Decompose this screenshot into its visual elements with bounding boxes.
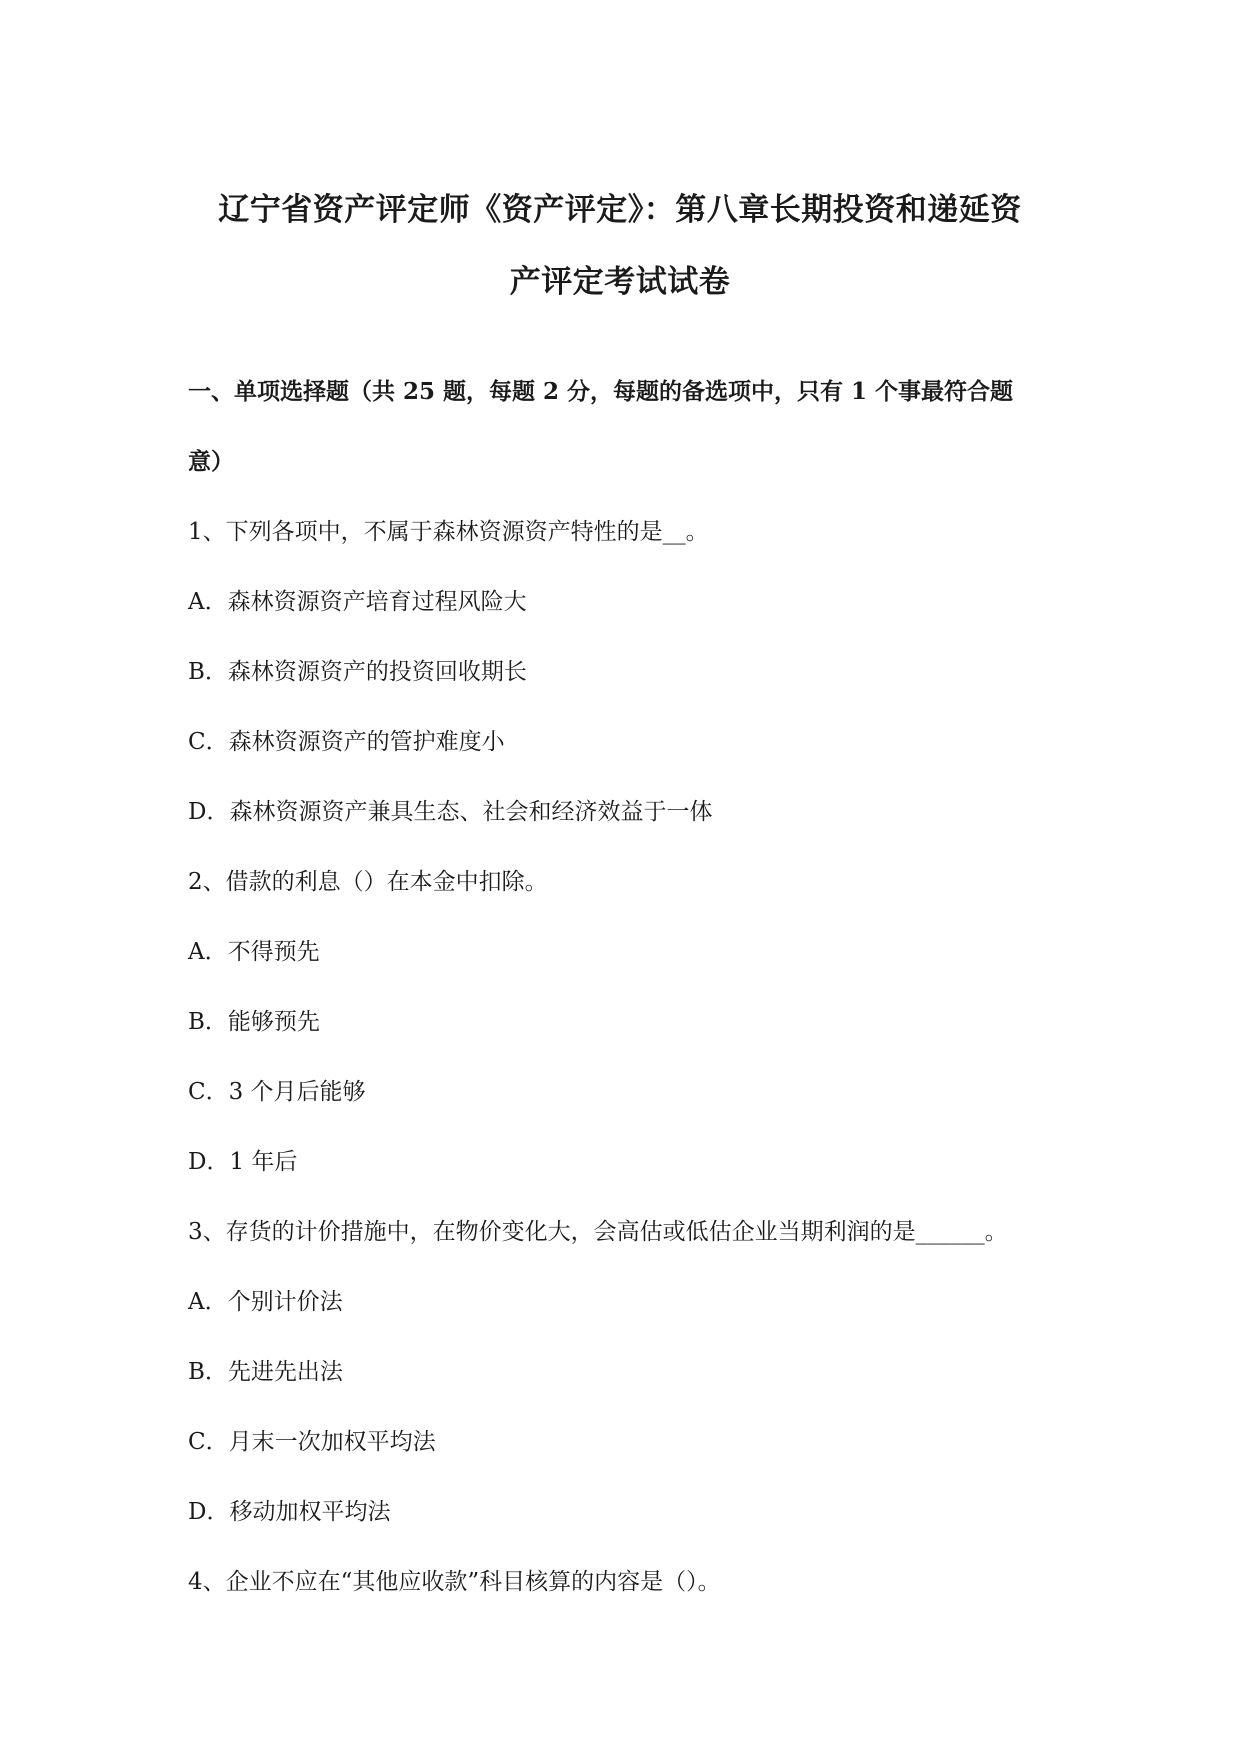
question-1-option-d: D．森林资源资产兼具生态、社会和经济效益于一体 xyxy=(188,799,713,825)
section-heading-line-1: 一、单项选择题（共 25 题，每题 2 分，每题的备选项中，只有 1 个事最符合题 xyxy=(188,378,1014,405)
question-1-option-a: A．森林资源资产培育过程风险大 xyxy=(188,589,527,615)
question-1-option-c: C．森林资源资产的管护难度小 xyxy=(188,729,505,755)
question-2-option-b: B．能够预先 xyxy=(188,1009,320,1035)
question-3-option-a: A．个别计价法 xyxy=(188,1289,343,1315)
question-2-option-c: C．3 个月后能够 xyxy=(188,1079,366,1105)
document-title-line-2: 产评定考试试卷 xyxy=(509,264,731,300)
document-title-line-1: 辽宁省资产评定师《资产评定》：第八章长期投资和递延资 xyxy=(218,192,1022,228)
question-1: 1、下列各项中，不属于森林资源资产特性的是__。 xyxy=(188,519,709,545)
question-1-option-b: B．森林资源资产的投资回收期长 xyxy=(188,659,527,685)
question-3-option-c: C．月末一次加权平均法 xyxy=(188,1429,436,1455)
question-3-option-d: D．移动加权平均法 xyxy=(188,1499,391,1525)
section-heading-line-2: 意） xyxy=(188,448,234,475)
question-3-option-b: B．先进先出法 xyxy=(188,1359,343,1385)
question-4: 4、企业不应在“其他应收款”科目核算的内容是（）。 xyxy=(188,1569,721,1595)
question-2-option-d: D．1 年后 xyxy=(188,1149,298,1175)
question-2-option-a: A．不得预先 xyxy=(188,939,320,965)
question-2: 2、借款的利息（）在本金中扣除。 xyxy=(188,869,548,895)
question-3: 3、存货的计价措施中，在物价变化大，会高估或低估企业当期利润的是______。 xyxy=(188,1219,1008,1245)
